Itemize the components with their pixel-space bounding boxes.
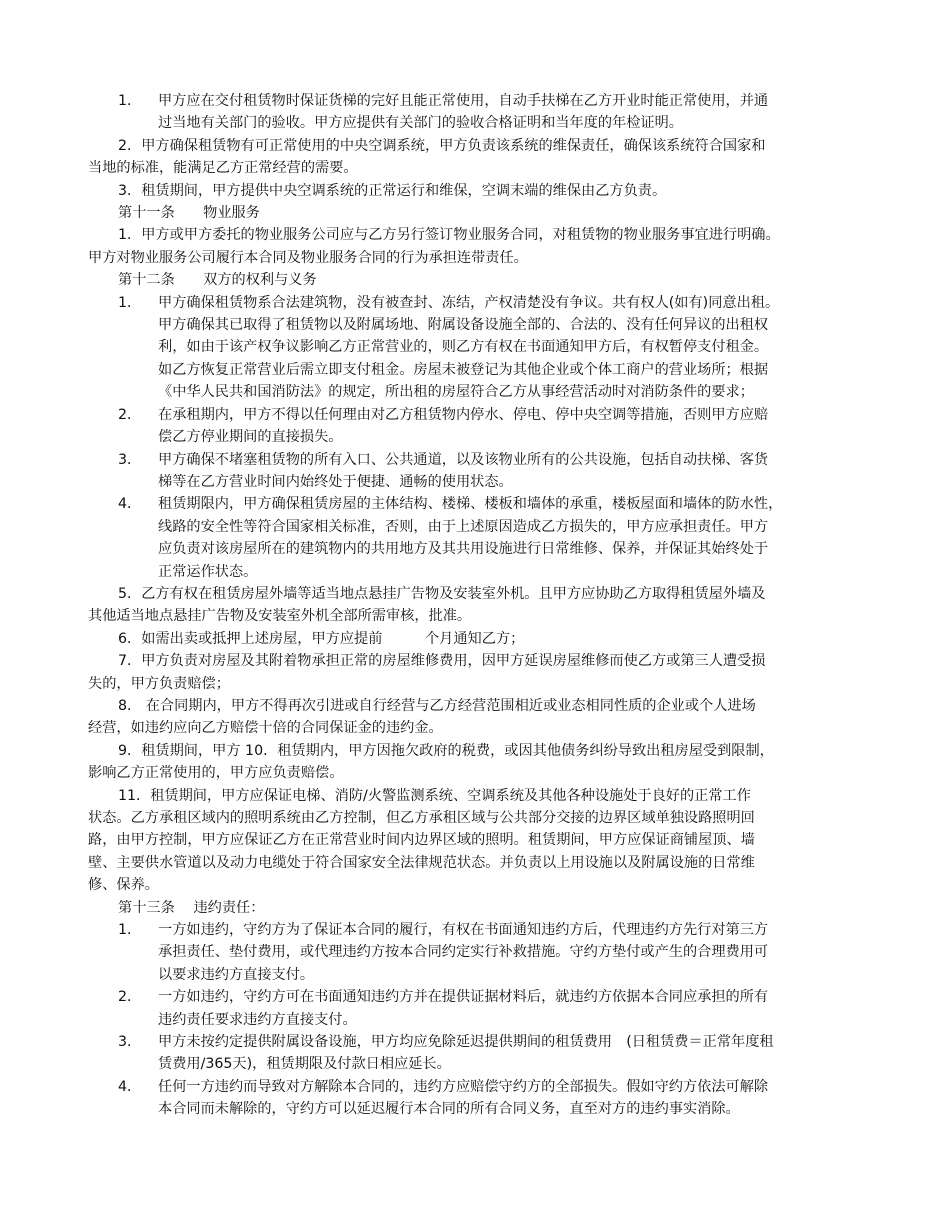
clause-number: 4． [118, 1078, 142, 1095]
para-line: 6．如需出卖或抵押上述房屋，甲方应提前 个月通知乙方； [118, 630, 525, 647]
clause-line: 偿乙方停业期间的直接损失。 [158, 429, 343, 446]
para-line: 其他适当地点悬挂广告物及安装室外机全部所需审核，批准。 [88, 608, 472, 625]
clause-line: 如乙方恢复正常营业后需立即支付租金。房屋未被登记为其他企业或个体工商户的营业场所；根据 [158, 361, 769, 378]
para-line: 影响乙方正常使用的，甲方应负责赔偿。 [88, 765, 344, 782]
para-line: 修、保养。 [88, 877, 159, 894]
clause-line: 甲方应在交付租赁物时保证货梯的完好且能正常使用，自动手扶梯在乙方开业时能正常使用，并通 [158, 93, 769, 109]
para-line: 经营，如违约应向乙方赔偿十倍的合同保证金的违约金。 [88, 720, 443, 737]
clause-line: 正常运作状态。 [158, 563, 258, 580]
article-13-heading: 第十三条 违约责任： [118, 899, 265, 916]
article-12-para-7 [88, 650, 900, 695]
article-12-para-8 [88, 695, 900, 740]
article-12-item-4 [88, 493, 900, 583]
para-line: 当地的标准，能满足乙方正常经营的需要。 [88, 160, 358, 177]
para-line: 8． 在合同期内，甲方不得再次引进或自行经营与乙方经营范围相近或业态相同性质的企业或个人进场 [118, 697, 756, 714]
article-12-item-3 [88, 449, 900, 494]
clause-line: 《中华人民共和国消防法》的规定，所出租的房屋符合乙方从事经营活动时对消防条件的要求； [158, 384, 754, 401]
clause-line: 线路的安全性等符合国家相关标准，否则，由于上述原因造成乙方损失的，甲方应承担责任。甲方 [158, 518, 769, 535]
article-12-para-5 [88, 583, 900, 628]
clause-line: 以要求违约方直接支付。 [158, 966, 315, 983]
article-13-item-2 [88, 986, 900, 1031]
clause-line: 在承租期内，甲方不得以任何理由对乙方租赁物内停水、停电、停中央空调等措施，否则甲方应赔 [158, 406, 769, 423]
article-12-item-1 [88, 292, 900, 404]
para-line: 1．甲方或甲方委托的物业服务公司应与乙方另行签订物业服务合同，对租赁物的物业服务事宜进行明确。 [118, 227, 780, 244]
para-line: 状态。乙方承租区域内的照明系统由乙方控制，但乙方承租区域与公共部分交接的边界区域单独设路照明回 [88, 810, 755, 826]
clause-1-elevators [88, 90, 900, 135]
para-line: 失的，甲方负责赔偿； [88, 675, 230, 692]
article-12-heading: 第十二条 双方的权利与义务 [118, 272, 317, 289]
para-line: 甲方对物业服务公司履行本合同及物业服务合同的行为承担连带责任。 [88, 249, 528, 266]
para-line: 路，由甲方控制，甲方应保证乙方在正常营业时间内边界区域的照明。租赁期间，甲方应保证商铺屋顶、墙 [88, 832, 755, 849]
clause-line: 承担责任、垫付费用，或代理违约方按本合同约定实行补救措施。守约方垫付或产生的合理费用可 [158, 944, 769, 961]
para-line: 3．租赁期间，甲方提供中央空调系统的正常运行和维保，空调末端的维保由乙方负责。 [118, 182, 667, 199]
clause-line: 甲方确保不堵塞租赁物的所有入口、公共通道，以及该物业所有的公共设施，包括自动扶梯、客货 [158, 451, 769, 468]
para-line: 7．甲方负责对房屋及其附着物承担正常的房屋维修费用，因甲方延误房屋维修而使乙方或第三人遭受损 [118, 653, 766, 670]
clause-number: 1． [118, 93, 142, 109]
clause-line: 甲方未按约定提供附属设备设施，甲方均应免除延迟提供期间的租赁费用 (日租赁费＝正常年度租 [158, 1034, 774, 1051]
clause-line: 甲方确保租赁物系合法建筑物，没有被查封、冻结，产权清楚没有争议。共有权人(如有)同意出租。 [158, 294, 780, 311]
para-line: 5．乙方有权在租赁房屋外墙等适当地点悬挂广告物及安装室外机。且甲方应协助乙方取得租赁屋外墙及 [118, 585, 766, 602]
article-13-item-1 [88, 919, 900, 986]
article-13-item-3 [88, 1031, 900, 1076]
article-11-heading: 第十一条 物业服务 [118, 205, 260, 222]
clause-number: 1． [118, 922, 142, 939]
para-line: 壁、主要供水管道以及动力电缆处于符合国家安全法律规范状态。并负责以上用设施以及附属设施的日常维 [88, 854, 755, 871]
clause-line: 任何一方违约而导致对方解除本合同的，违约方应赔偿守约方的全部损失。假如守约方依法可解除 [158, 1078, 769, 1095]
article-12-item-2 [88, 404, 900, 449]
clause-number: 1． [118, 294, 142, 311]
article-12-para-9-10 [88, 740, 900, 785]
article-12-para-6 [88, 628, 900, 650]
para-line: 9．租赁期间，甲方 10．租赁期内，甲方因拖欠政府的税费，或因其他债务纠纷导致出租房屋受到限制， [118, 742, 774, 759]
clause-line: 过当地有关部门的验收。甲方应提供有关部门的验收合格证明和当年度的年检证明。 [158, 115, 683, 132]
clause-number: 2． [118, 989, 142, 1006]
para-line: 11．租赁期间，甲方应保证电梯、消防/火警监测系统、空调系统及其他各种设施处于良好的正常工作 [118, 787, 751, 804]
clause-line: 甲方确保其已取得了租赁物以及附属场地、附属设备设施全部的、合法的、没有任何异议的出租权 [158, 317, 769, 334]
article-12-para-11 [88, 785, 900, 897]
para-line: 2．甲方确保租赁物有可正常使用的中央空调系统，甲方负责该系统的维保责任，确保该系统符合国家和 [118, 137, 766, 154]
clause-line: 一方如违约，守约方为了保证本合同的履行，有权在书面通知违约方后，代理违约方先行对第三方 [158, 922, 769, 939]
clause-line: 梯等在乙方营业时间内始终处于便捷、通畅的使用状态。 [158, 473, 513, 490]
clause-line: 利，如由于该产权争议影响乙方正常营业的，则乙方有权在书面通知甲方后，有权暂停支付租金。 [158, 339, 769, 356]
clause-number: 3． [118, 1034, 142, 1051]
clause-number: 3． [118, 451, 142, 468]
clause-line: 应负责对该房屋所在的建筑物内的共用地方及其共用设施进行日常维修、保养，并保证其始终处于 [158, 541, 769, 558]
article-13-item-4 [88, 1076, 900, 1121]
clause-number: 2． [118, 406, 142, 423]
clause-3-ac-maintenance [88, 180, 900, 202]
article-11-clause-1 [88, 224, 900, 269]
clause-2-air-conditioning [88, 135, 900, 180]
clause-line: 租赁期限内，甲方确保租赁房屋的主体结构、楼梯、楼板和墙体的承重，楼板屋面和墙体的防水性， [158, 496, 783, 513]
clause-number: 4． [118, 496, 142, 513]
clause-line: 一方如违约，守约方可在书面通知违约方并在提供证据材料后，就违约方依据本合同应承担的所有 [158, 989, 769, 1006]
clause-line: 违约责任要求违约方直接支付。 [158, 1011, 357, 1028]
clause-line: 赁费用/365天)，租赁期限及付款日相应延长。 [158, 1056, 451, 1073]
clause-line: 本合同而未解除的，守约方可以延迟履行本合同的所有合同义务，直至对方的违约事实消除。 [158, 1101, 740, 1118]
